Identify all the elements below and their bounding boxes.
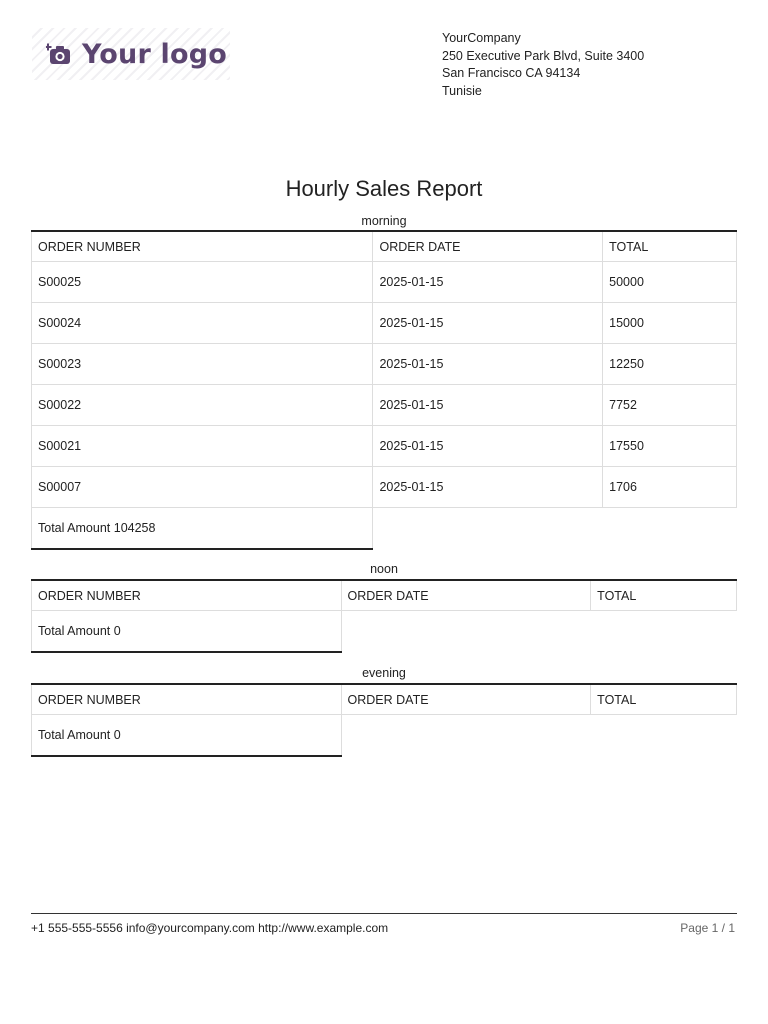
- table-header-row: [32, 231, 737, 262]
- order-date-cell: 2025-01-15: [373, 426, 603, 467]
- total-row-spacer: [373, 508, 737, 550]
- total-row: [32, 508, 737, 550]
- total-amount: Total Amount 0: [32, 715, 342, 757]
- section-label-evening: evening: [362, 666, 406, 680]
- order-date-cell: 2025-01-15: [373, 385, 603, 426]
- column-header-total: TOTAL: [591, 580, 737, 611]
- order-total-cell: 7752: [603, 385, 737, 426]
- column-header-order-number: ORDER NUMBER: [32, 684, 342, 715]
- order-date-cell: 2025-01-15: [373, 344, 603, 385]
- footer-contact: +1 555-555-5556 info@yourcompany.com http://www.example.com: [31, 921, 389, 935]
- total-row: [32, 611, 737, 653]
- table-row: [32, 344, 737, 385]
- column-header-order-number: ORDER NUMBER: [32, 231, 373, 262]
- table-header-row: [32, 684, 737, 715]
- noon-orders-table: [31, 579, 737, 653]
- camera-plus-icon: [46, 41, 72, 67]
- total-row-spacer: [341, 715, 736, 757]
- column-header-order-date: ORDER DATE: [341, 684, 591, 715]
- column-header-order-date: ORDER DATE: [341, 580, 591, 611]
- table-row: [32, 467, 737, 508]
- table-row: [32, 262, 737, 303]
- company-address-line2: San Francisco CA 94134: [442, 66, 581, 80]
- order-number-cell: S00021: [32, 426, 373, 467]
- column-header-order-date: ORDER DATE: [373, 231, 603, 262]
- order-total-cell: 50000: [603, 262, 737, 303]
- total-amount: Total Amount 0: [32, 611, 342, 653]
- order-total-cell: 12250: [603, 344, 737, 385]
- order-number-cell: S00022: [32, 385, 373, 426]
- column-header-total: TOTAL: [603, 231, 737, 262]
- order-total-cell: 17550: [603, 426, 737, 467]
- order-total-cell: 1706: [603, 467, 737, 508]
- page-number: Page 1 / 1: [680, 921, 735, 935]
- section-label-noon: noon: [370, 562, 398, 576]
- order-number-cell: S00023: [32, 344, 373, 385]
- total-amount: Total Amount 104258: [32, 508, 373, 550]
- order-date-cell: 2025-01-15: [373, 467, 603, 508]
- section-label-morning: morning: [361, 214, 407, 228]
- order-date-cell: 2025-01-15: [373, 262, 603, 303]
- table-row: [32, 303, 737, 344]
- order-number-cell: S00024: [32, 303, 373, 344]
- morning-orders-table: [31, 230, 737, 550]
- footer-divider: [31, 913, 737, 914]
- company-address-line1: 250 Executive Park Blvd, Suite 3400: [442, 48, 645, 63]
- report-title: Hourly Sales Report: [285, 176, 483, 201]
- company-country: Tunisie: [442, 83, 482, 98]
- table-row: [32, 385, 737, 426]
- order-number-cell: S00025: [32, 262, 373, 303]
- order-total-cell: 15000: [603, 303, 737, 344]
- table-row: [32, 426, 737, 467]
- company-address: [442, 30, 644, 100]
- column-header-order-number: ORDER NUMBER: [32, 580, 342, 611]
- total-row: [32, 715, 737, 757]
- order-date-cell: 2025-01-15: [373, 303, 603, 344]
- evening-orders-table: [31, 683, 737, 757]
- company-logo: [32, 28, 230, 80]
- table-header-row: [32, 580, 737, 611]
- logo-text: Your logo: [82, 38, 228, 70]
- company-name: YourCompany: [442, 31, 521, 45]
- column-header-total: TOTAL: [591, 684, 737, 715]
- order-number-cell: S00007: [32, 467, 373, 508]
- total-row-spacer: [341, 611, 736, 653]
